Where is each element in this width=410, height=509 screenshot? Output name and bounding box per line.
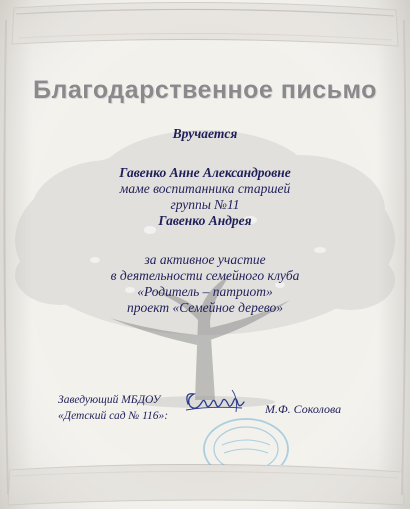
- signatory-position-line1: Заведующий МБДОУ: [58, 394, 161, 406]
- recipient-name: Гавенко Анне Александровне: [119, 165, 291, 180]
- signatory-position-line2: «Детский сад № 116»:: [58, 410, 169, 422]
- reason-line3: «Родитель – патриот»: [137, 284, 273, 299]
- reason-line4: проект «Семейное дерево»: [126, 300, 284, 315]
- reason-line1: за активное участие: [144, 252, 266, 267]
- signatory-position: [58, 392, 168, 424]
- certificate-title: Благодарственное письмо: [33, 76, 377, 104]
- recipient-role-line2: группы №11: [170, 197, 240, 212]
- handwritten-signature: [180, 382, 250, 422]
- signatory-name: М.Ф. Соколова: [265, 402, 342, 416]
- recipient-role-line1: маме воспитанника старшей: [119, 181, 291, 196]
- child-name: Гавенко Андрея: [158, 213, 252, 228]
- reason-line2: в деятельности семейного клуба: [110, 268, 300, 283]
- presented-label: Вручается: [172, 126, 238, 141]
